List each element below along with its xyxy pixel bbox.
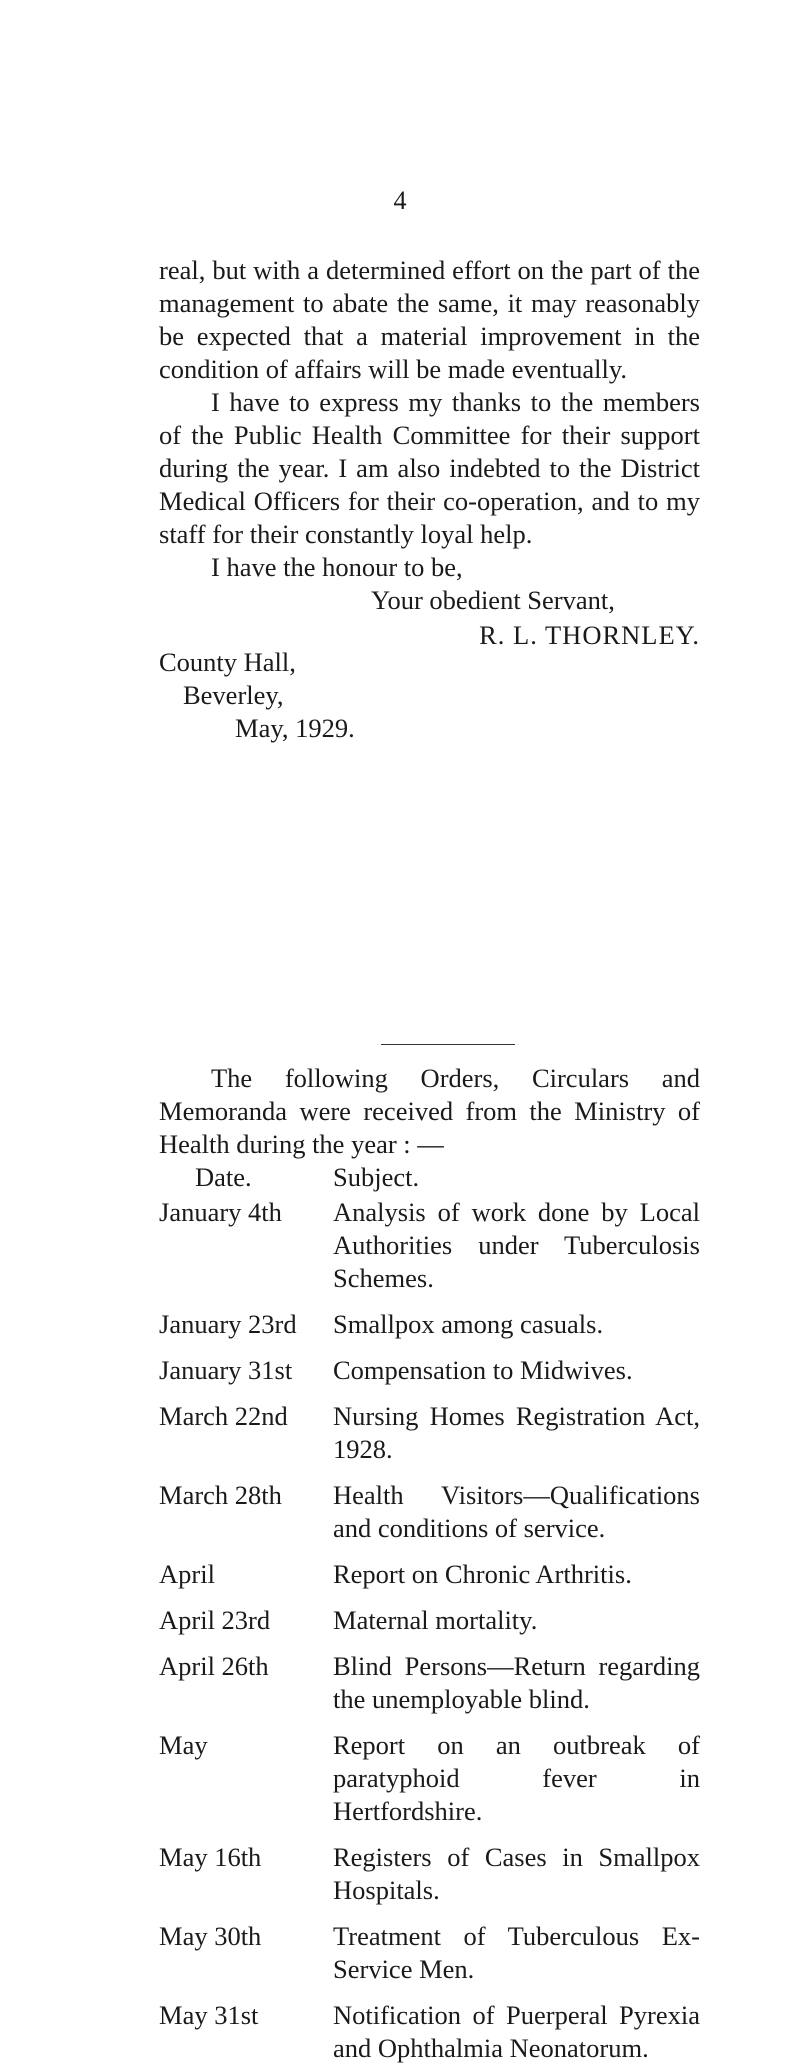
orders-table	[159, 1161, 700, 2065]
closing-line: I have the honour to be,	[211, 552, 463, 582]
address-block	[159, 646, 700, 745]
table-row	[159, 1400, 700, 1479]
order-subject: Notification of Puerperal Pyrexia and Ophthalmia Neonatorum.	[333, 2000, 700, 2063]
section-divider	[381, 1044, 515, 1045]
column-header-date: Date.	[195, 1162, 252, 1192]
order-date: May 31st	[159, 2000, 259, 2030]
order-date: April	[159, 1559, 215, 1589]
table-row	[159, 1841, 700, 1920]
table-row	[159, 1479, 700, 1558]
order-subject: Maternal mortality.	[333, 1605, 538, 1635]
page-number: 4	[393, 186, 407, 215]
order-date: May 30th	[159, 1921, 262, 1951]
table-row	[159, 1196, 700, 1308]
orders-intro: The following Orders, Circulars and Memoranda were received from the Ministry of Health during the year : —	[159, 1063, 700, 1159]
order-subject: Blind Persons—Return regarding the unemployable blind.	[333, 1651, 700, 1714]
table-row	[159, 1558, 700, 1604]
order-date: April 23rd	[159, 1605, 271, 1635]
orders-intro-block	[159, 1062, 700, 1161]
table-row	[159, 1920, 700, 1999]
letter-paragraph: I have to express my thanks to the members of the Public Health Committee for their support during the year. I am also indebted to the District Medical Officers for their co-operation, and to my staff for their constantly loyal help.	[159, 387, 700, 549]
address-line: Beverley,	[183, 680, 284, 710]
table-row	[159, 1308, 700, 1354]
signature: R. L. THORNLEY.	[479, 620, 700, 650]
order-subject: Registers of Cases in Smallpox Hospitals.	[333, 1842, 700, 1905]
order-date: May 16th	[159, 1842, 262, 1872]
order-date: January 31st	[159, 1355, 293, 1385]
address-line: County Hall,	[159, 647, 296, 677]
order-date: January 4th	[159, 1197, 282, 1227]
column-header-subject: Subject.	[333, 1162, 420, 1192]
table-row	[159, 1999, 700, 2065]
order-date: May	[159, 1730, 208, 1760]
order-subject: Report on an outbreak of paratyphoid fever in Hertfordshire.	[333, 1730, 700, 1826]
order-subject: Smallpox among casuals.	[333, 1309, 604, 1339]
order-date: March 22nd	[159, 1401, 288, 1431]
order-date: April 26th	[159, 1651, 269, 1681]
order-subject: Analysis of work done by Local Authorities under Tuberculosis Schemes.	[333, 1197, 700, 1293]
order-subject: Report on Chronic Arthritis.	[333, 1559, 632, 1589]
letter-body	[159, 254, 700, 745]
table-row	[159, 1354, 700, 1400]
order-date: January 23rd	[159, 1309, 297, 1339]
table-row	[159, 1650, 700, 1729]
table-row	[159, 1729, 700, 1841]
order-date: March 28th	[159, 1480, 282, 1510]
letter-paragraph: real, but with a determined effort on the part of the management to abate the same, it may reasonably be expected that a material improvement in the condition of affairs will be made eventually.	[159, 255, 700, 384]
order-subject: Treatment of Tuberculous Ex-Service Men.	[333, 1921, 700, 1984]
order-subject: Health Visitors—Qualifications and conditions of service.	[333, 1480, 700, 1543]
date-line: May, 1929.	[235, 713, 355, 743]
order-subject: Nursing Homes Registration Act, 1928.	[333, 1401, 700, 1464]
table-header-row	[159, 1161, 700, 1196]
order-subject: Compensation to Midwives.	[333, 1355, 633, 1385]
table-row	[159, 1604, 700, 1650]
closing-line: Your obedient Servant,	[371, 585, 615, 615]
